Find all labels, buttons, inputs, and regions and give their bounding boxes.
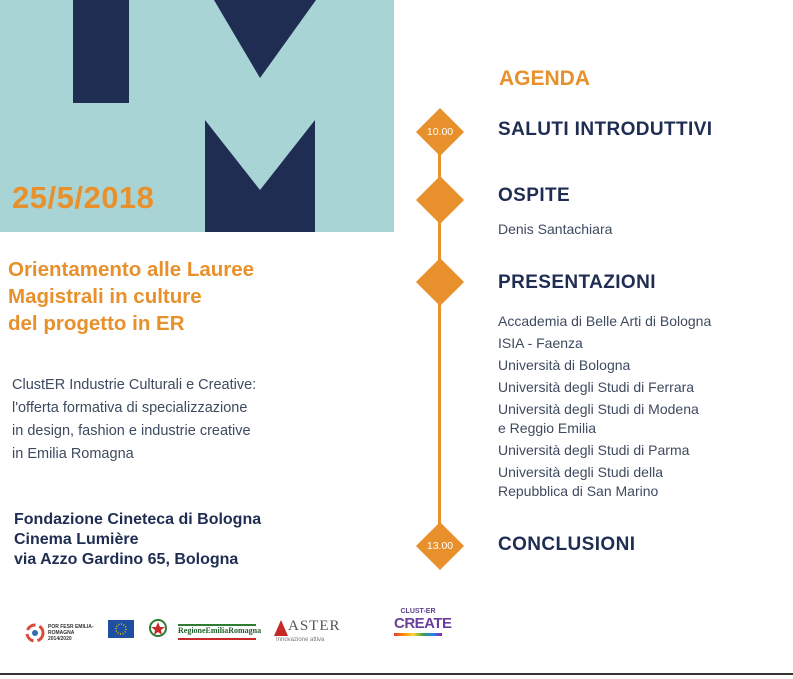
presenter-name: Università di Bologna xyxy=(498,357,631,373)
event-description xyxy=(12,374,322,466)
event-title xyxy=(8,256,338,337)
por-fesr-logo xyxy=(24,620,94,646)
eu-flag-icon xyxy=(108,620,134,638)
list-item xyxy=(498,463,711,501)
presenter-name: Università degli Studi della Repubblica di San Marino xyxy=(498,464,663,499)
emblem-graphic xyxy=(148,618,168,640)
presenter-name: ISIA - Faenza xyxy=(498,335,583,351)
aster-tagline: Innovazione attiva xyxy=(276,637,325,643)
aster-icon xyxy=(274,620,288,636)
por-fesr-text: POR FESR EMILIA-ROMAGNA 2014/2020 xyxy=(48,624,94,642)
clust-er-create-logo xyxy=(394,608,452,644)
agenda-heading-conclusioni: CONCLUSIONI xyxy=(498,534,636,555)
description-line: in Emilia Romagna xyxy=(12,446,134,462)
title-line: Orientamento alle Lauree xyxy=(8,258,255,281)
italy-emblem-icon xyxy=(148,618,168,640)
create-text: CREATE xyxy=(394,615,452,632)
aster-text: ASTER xyxy=(288,618,341,634)
time-label: 13.00 xyxy=(426,540,454,552)
guest-name: Denis Santachiara xyxy=(498,221,613,237)
list-item xyxy=(498,378,711,397)
presenter-name: Università degli Studi di Modena e Reggio Emilia xyxy=(498,401,699,436)
por-fesr-icon xyxy=(24,622,46,644)
sponsor-logos xyxy=(22,608,452,650)
time-label: 10.00 xyxy=(426,126,454,138)
venue-line: Fondazione Cineteca di Bologna xyxy=(14,511,262,528)
page-bottom-border xyxy=(0,673,793,675)
presenter-name: Università degli Studi di Ferrara xyxy=(498,379,695,395)
venue-line: Cinema Lumière xyxy=(14,531,139,548)
agenda-heading-presentazioni: PRESENTAZIONI xyxy=(498,272,656,293)
venue-line: via Azzo Gardino 65, Bologna xyxy=(14,551,239,568)
rainbow-bar xyxy=(394,633,442,636)
description-line: in design, fashion e industrie creative xyxy=(12,423,251,439)
list-item xyxy=(498,400,711,438)
aster-logo xyxy=(274,618,358,646)
hero-banner xyxy=(0,0,394,232)
title-line: Magistrali in culture xyxy=(8,285,202,308)
agenda-heading-ospite: OSPITE xyxy=(498,185,571,206)
venue-address xyxy=(14,510,261,570)
timeline-diamond xyxy=(416,258,464,306)
presentations-list xyxy=(498,312,711,504)
list-item xyxy=(498,441,711,460)
event-date: 25/5/2018 xyxy=(12,180,155,215)
description-line: l'offerta formativa di specializzazione xyxy=(12,400,248,416)
agenda-title: AGENDA xyxy=(499,67,591,90)
timeline-diamond xyxy=(416,176,464,224)
title-line: del progetto in ER xyxy=(8,312,185,335)
description-line: ClustER Industrie Culturali e Creative: xyxy=(12,377,257,393)
regione-text: RegioneEmiliaRomagna xyxy=(178,626,262,635)
list-item xyxy=(498,312,711,331)
list-item xyxy=(498,334,711,353)
presenter-name: Università degli Studi di Parma xyxy=(498,442,690,458)
regione-logo xyxy=(178,624,262,640)
eu-stars-icon xyxy=(108,620,134,638)
agenda-heading-saluti: SALUTI INTRODUTTIVI xyxy=(498,119,713,140)
presenter-name: Accademia di Belle Arti di Bologna xyxy=(498,313,712,329)
list-item xyxy=(498,356,711,375)
clust-er-text: CLUST-ER xyxy=(400,608,436,615)
